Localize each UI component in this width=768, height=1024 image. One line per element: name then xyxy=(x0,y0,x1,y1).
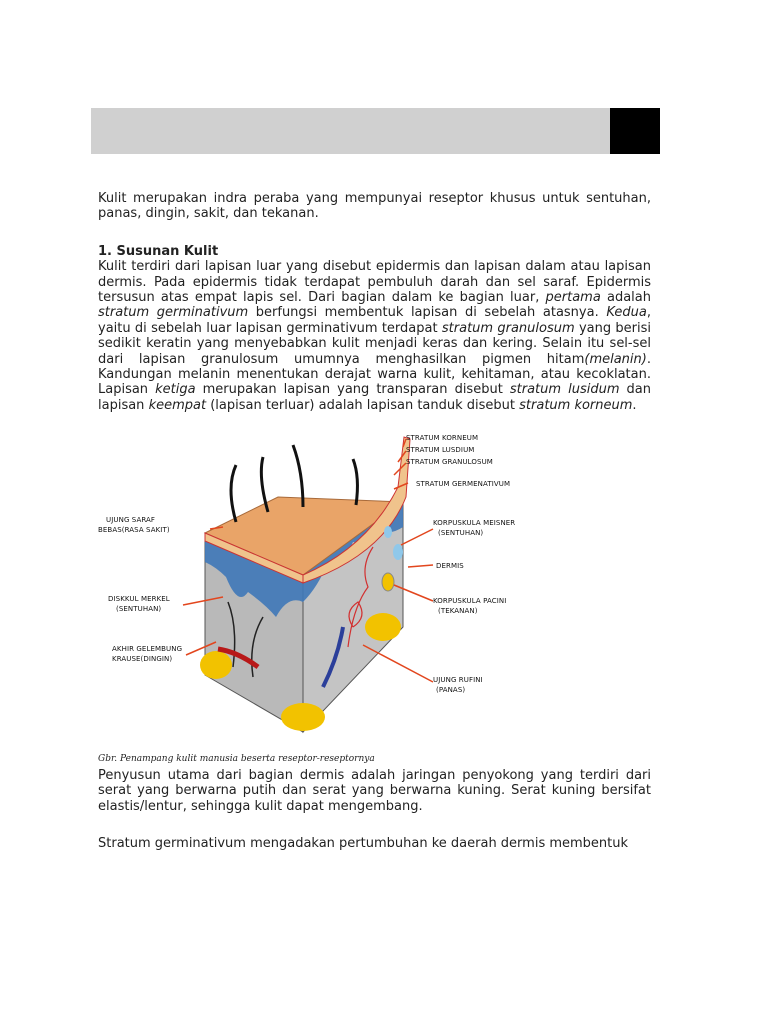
fat-front-bottom xyxy=(281,703,325,731)
meisner-corpuscle-1 xyxy=(393,544,403,560)
intro-paragraph: Kulit merupakan indra peraba yang mempunyai reseptor khusus untuk sentuhan, panas, dingin, sakit, dan tekanan. xyxy=(98,191,651,222)
pacini-corpuscle xyxy=(382,573,394,591)
pointer-dermis xyxy=(408,565,433,567)
label-korpuskula-meisner-2: (SENTUHAN) xyxy=(438,529,484,538)
next-paragraph: Stratum germinativum mengadakan pertumbuhan ke daerah dermis membentuk xyxy=(98,835,629,850)
label-stratum-lusdium: STRATUM LUSDIUM xyxy=(406,446,475,455)
header-bar xyxy=(91,108,610,154)
label-ujung-rufini-2: (PANAS) xyxy=(436,686,466,695)
dermis-paragraph: Penyusun utama dari bagian dermis adalah jaringan penyokong yang terdiri dari serat yang berwarna putih dan serat yang berwarna kuning. Serat kuning bersifat elastis/lentur, sehingga kulit dapat mengembang. xyxy=(98,767,651,814)
label-diskkul-merkel-1: DISKKUL MERKEL xyxy=(108,595,170,604)
label-diskkul-merkel-2: (SENTUHAN) xyxy=(116,605,162,614)
document-content xyxy=(98,191,651,850)
label-stratum-granulosum: STRATUM GRANULOSUM xyxy=(406,458,493,467)
header-black-block xyxy=(610,108,660,154)
hair-4 xyxy=(353,459,357,505)
pointer-rufini xyxy=(363,645,433,682)
skin-diagram xyxy=(98,427,651,752)
fat-right-bottom xyxy=(365,613,401,641)
fat-front-left xyxy=(200,651,232,679)
skin-structure-paragraph: Kulit terdiri dari lapisan luar yang disebut epidermis dan lapisan dalam atau lapisan dermis. Pada epidermis tidak terdapat pembuluh darah dan sel saraf. Epidermis tersusun atas empat lapis sel. Dari bagian dalam ke bagian luar, pertama adalah stratum germinativum berfungsi membentuk lapisan di sebelah atasnya. Kedua, yaitu di sebelah luar lapisan germinativum terdapat stratum granulosum yang berisi sedikit keratin yang menyebabkan kulit menjadi keras dan kering. Selain itu sel-sel dari lapisan granulosum umumnya menghasilkan pigmen hitam(melanin). Kandungan melanin menentukan derajat warna kulit, kehitaman, atau kecoklatan. Lapisan ketiga merupakan lapisan yang transparan disebut stratum lusidum dan lapisan keempat (lapisan terluar) adalah lapisan tanduk disebut stratum korneum. xyxy=(98,259,651,413)
pointer-meisner xyxy=(401,529,433,545)
hair-2 xyxy=(261,457,268,512)
figure-caption: Gbr. Penampang kulit manusia beserta reseptor-reseptornya xyxy=(98,754,375,765)
label-stratum-germenativum: STRATUM GERMENATIVUM xyxy=(416,480,511,489)
label-akhir-gelembung-2: KRAUSE(DINGIN) xyxy=(112,655,173,664)
label-korpuskula-pacini-2: (TEKANAN) xyxy=(438,607,478,616)
label-ujung-rufini-1: UJUNG RUFINI xyxy=(433,676,483,685)
label-ujung-saraf-1: UJUNG SARAF xyxy=(106,516,156,525)
label-akhir-gelembung-1: AKHIR GELEMBUNG xyxy=(112,645,183,654)
label-stratum-korneum: STRATUM KORNEUM xyxy=(406,434,479,443)
meisner-corpuscle-2 xyxy=(384,526,392,538)
skin-cross-section-figure xyxy=(98,427,651,752)
hair-1 xyxy=(231,465,236,522)
label-ujung-saraf-2: BEBAS(RASA SAKIT) xyxy=(98,526,170,535)
label-korpuskula-pacini-1: KORPUSKULA PACINI xyxy=(433,597,507,606)
label-dermis: DERMIS xyxy=(436,562,464,571)
label-korpuskula-meisner-1: KORPUSKULA MEISNER xyxy=(433,519,516,528)
section-heading: 1. Susunan Kulit xyxy=(98,243,219,259)
